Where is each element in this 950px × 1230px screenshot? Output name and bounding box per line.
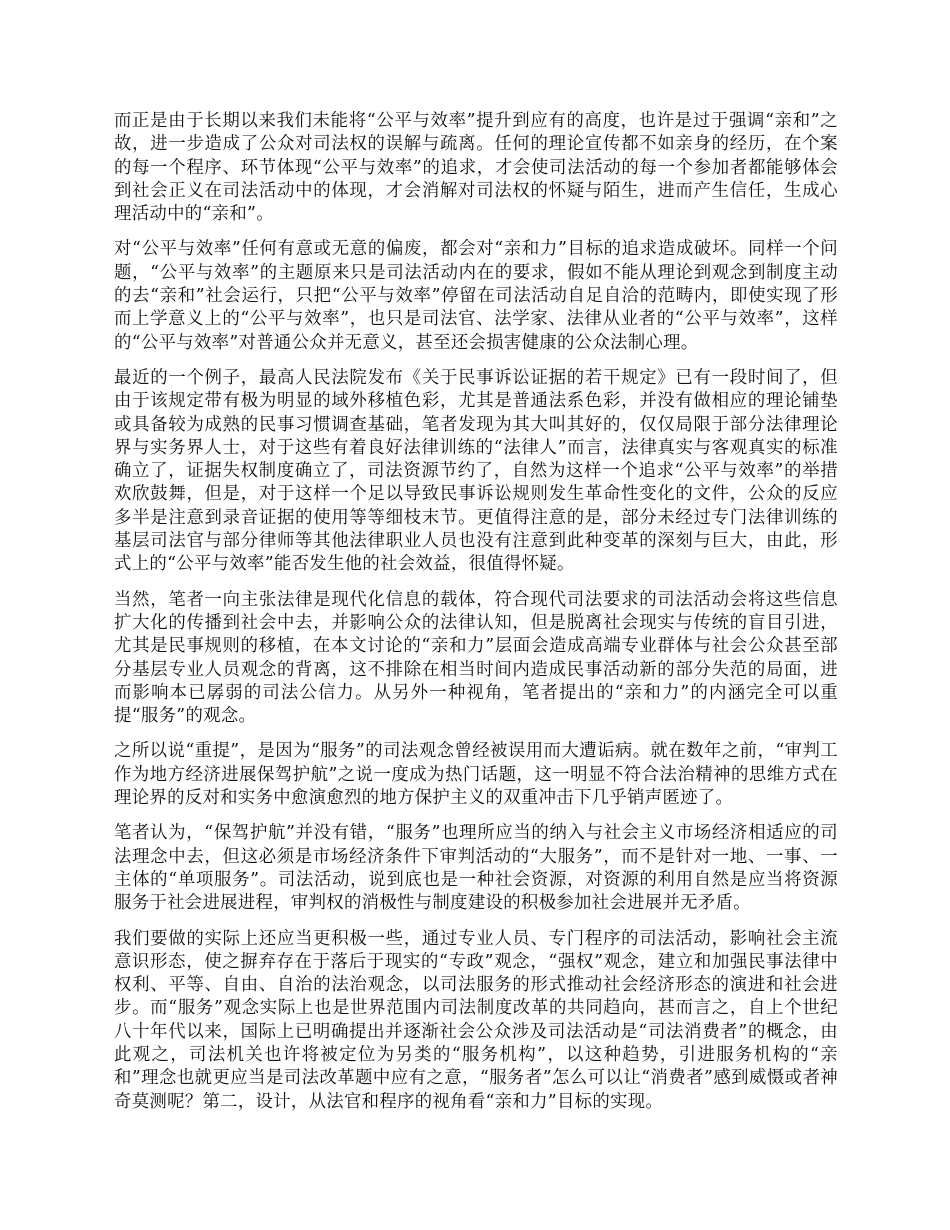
paragraph-2: 对“公平与效率”任何有意或无意的偏废，都会对“亲和力”目标的追求造成破坏。同样一个问题，“公平与效率”的主题原来只是司法活动内在的要求，假如不能从理论到观念到制度主动的去“亲和”社会运行，只把“公平与效率”停留在司法活动自足自洽的范畴内，即使实现了形而上学意义上的“公平与效率”，也只是司法官、法学家、法律从业者的“公平与效率”，这样的“公平与效率”对普通公众并无意义，甚至还会损害健康的公众法制心理。 [114,239,838,353]
paragraph-1: 而正是由于长期以来我们未能将“公平与效率”提升到应有的高度，也许是过于强调“亲和”之故，进一步造成了公众对司法权的误解与疏离。任何的理论宣传都不如亲身的经历，在个案的每一个程序、环节体现“公平与效率”的追求，才会使司法活动的每一个参加者都能够体会到社会正义在司法活动中的体现，才会消解对司法权的怀疑与陌生，进而产生信任，生成心理活动中的“亲和”。 [114,111,838,225]
paragraph-4: 当然，笔者一向主张法律是现代化信息的载体，符合现代司法要求的司法活动会将这些信息扩大化的传播到社会中去，并影响公众的法律认知，但是脱离社会现实与传统的盲目引进，尤其是民事规则的移植，在本文讨论的“亲和力”层面会造成高端专业群体与社会公众甚至部分基层专业人员观念的背离，这不排除在相当时间内造成民事活动新的部分失范的局面，进而影响本已孱弱的司法公信力。从另外一种视角，笔者提出的“亲和力”的内涵完全可以重提“服务”的观念。 [114,589,838,727]
paragraph-3: 最近的一个例子，最高人民法院发布《关于民事诉讼证据的若干规定》已有一段时间了，但由于该规定带有极为明显的域外移植色彩，尤其是普通法系色彩，并没有做相应的理论铺垫或具备较为成熟的民事习惯调查基础，笔者发现为其大叫其好的，仅仅局限于部分法律理论界与实务界人士，对于这些有着良好法律训练的“法律人”而言，法律真实与客观真实的标准确立了，证据失权制度确立了，司法资源节约了，自然为这样一个追求“公平与效率”的举措欢欣鼓舞，但是，对于这样一个足以导致民事诉讼规则发生革命性变化的文件，公众的反应多半是注意到录音证据的使用等等细枝末节。更值得注意的是，部分未经过专门法律训练的基层司法官与部分律师等其他法律职业人员也没有注意到此种变革的深刻与巨大，由此，形式上的“公平与效率”能否发生他的社会效益，很值得怀疑。 [114,367,838,575]
paragraph-7: 我们要做的实际上还应当更积极一些，通过专业人员、专门程序的司法活动，影响社会主流意识形态，使之摒弃存在于落后于现实的“专政”观念，“强权”观念，建立和加强民事法律中权利、平等、自由、自治的法治观念，以司法服务的形式推动社会经济形态的演进和社会进步。而“服务”观念实际上也是世界范围内司法制度改革的共同趋向，甚而言之，自上个世纪八十年代以来，国际上已明确提出并逐渐社会公众涉及司法活动是“司法消费者”的概念，由此观之，司法机关也许将被定位为另类的“服务机构”，以这种趋势，引进服务机构的“亲和”理念也就更应当是司法改革题中应有之意，“服务者”怎么可以让“消费者”感到威慑或者神奇莫测呢？第二，设计，从法官和程序的视角看“亲和力”目标的实现。 [114,928,838,1112]
paragraph-6: 笔者认为，“保驾护航”并没有错，“服务”也理所应当的纳入与社会主义市场经济相适应的司法理念中去，但这必须是市场经济条件下审判活动的“大服务”，而不是针对一地、一事、一主体的“单项服务”。司法活动，说到底也是一种社会资源，对资源的利用自然是应当将资源服务于社会进展进程，审判权的消极性与制度建设的积极参加社会进展并无矛盾。 [114,823,838,914]
paragraph-5: 之所以说“重提”，是因为“服务”的司法观念曾经被误用而大遭诟病。就在数年之前，“审判工作为地方经济进展保驾护航”之说一度成为热门话题，这一明显不符合法治精神的思维方式在理论界的反对和实务中愈演愈烈的地方保护主义的双重冲击下几乎销声匿迹了。 [114,741,838,809]
document-body [114,110,838,1126]
